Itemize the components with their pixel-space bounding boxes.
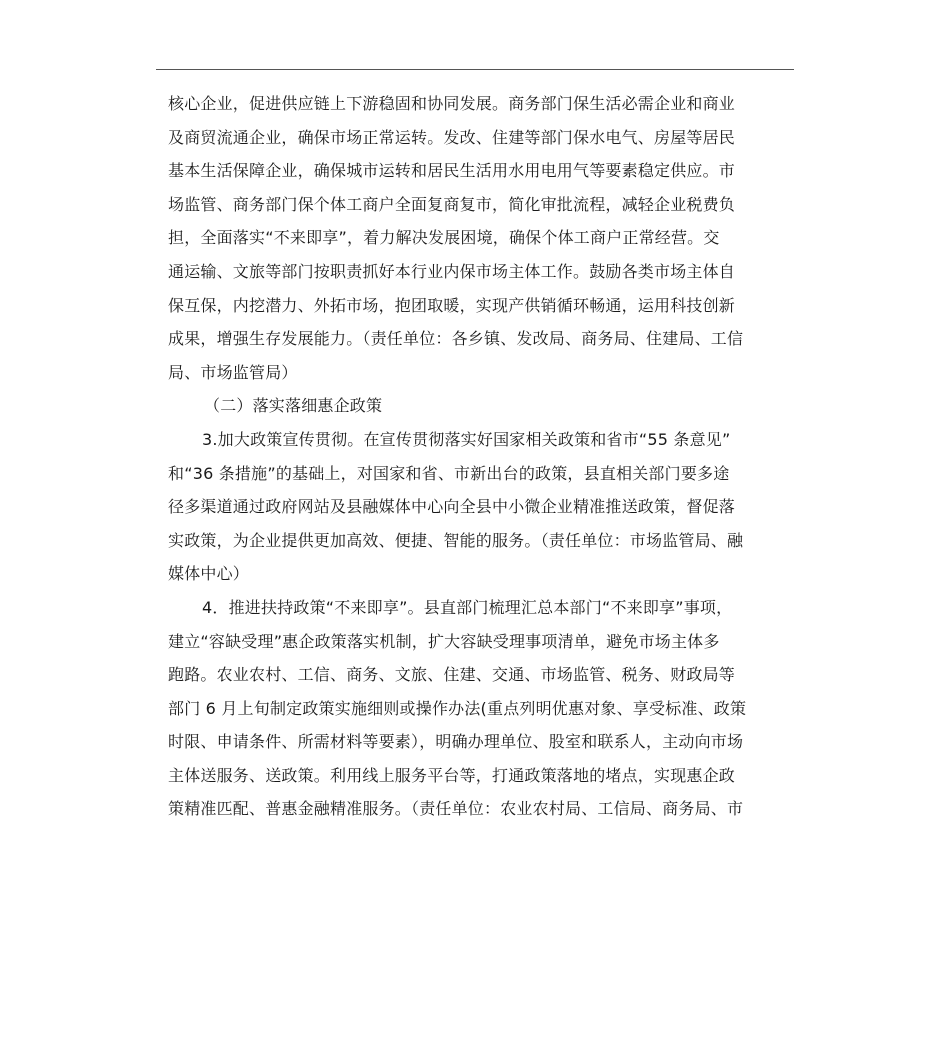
- text-line: 主体送服务、送政策。利用线上服务平台等，打通政策落地的堵点，实现惠企政: [168, 765, 736, 785]
- text-line: 实政策，为企业提供更加高效、便捷、智能的服务。（责任单位：市场监管局、融: [168, 530, 744, 550]
- text-line: 时限、申请条件、所需材料等要素），明确办理单位、股室和联系人，主动向市场: [168, 732, 744, 752]
- text-line: 保互保，内挖潜力、外拓市场，抱团取暖，实现产供销循环畅通，运用科技创新: [168, 295, 736, 315]
- text-line: 3.加大政策宣传贯彻。在宣传贯彻落实好国家相关政策和省市“55 条意见”: [202, 429, 731, 449]
- text-line: 部门 6 月上旬制定政策实施细则或操作办法(重点列明优惠对象、享受标准、政策: [168, 698, 747, 718]
- text-line: 4．推进扶持政策“不来即享”。县直部门梳理汇总本部门“不来即享”事项，: [202, 597, 733, 617]
- text-line: 核心企业，促进供应链上下游稳固和协同发展。商务部门保生活必需企业和商业: [168, 94, 736, 113]
- text-line: （二）落实落细惠企政策: [204, 396, 383, 416]
- text-line: 径多渠道通过政府网站及县融媒体中心向全县中小微企业精准推送政策，督促落: [168, 497, 736, 517]
- text-line: 担，全面落实“不来即享”，着力解决发展困境，确保个体工商户正常经营。交: [168, 228, 720, 248]
- text-line: 建立“容缺受理”惠企政策落实机制，扩大容缺受理事项清单，避免市场主体多: [168, 631, 720, 651]
- text-line: 媒体中心）: [168, 564, 250, 584]
- text-line: 及商贸流通企业，确保市场正常运转。发改、住建等部门保水电气、房屋等居民: [168, 127, 736, 147]
- text-line: 基本生活保障企业，确保城市运转和居民生活用水用电用气等要素稳定供应。市: [168, 161, 736, 181]
- text-line: 成果，增强生存发展能力。（责任单位：各乡镇、发改局、商务局、住建局、工信: [168, 329, 744, 349]
- text-line: 通运输、文旅等部门按职责抓好本行业内保市场主体工作。鼓励各类市场主体自: [168, 261, 736, 281]
- text-line: 和“36 条措施”的基础上，对国家和省、市新出台的政策，县直相关部门要多途: [168, 463, 730, 483]
- document-body: [168, 87, 794, 826]
- text-line: 场监管、商务部门保个体工商户全面复商复市，简化审批流程，减轻企业税费负: [168, 194, 736, 214]
- text-line: 局、市场监管局）: [168, 362, 298, 382]
- text-line: 策精准匹配、普惠金融精准服务。（责任单位：农业农村局、工信局、商务局、市: [168, 799, 744, 819]
- header-rule: [156, 69, 794, 70]
- text-line: 跑路。农业农村、工信、商务、文旅、住建、交通、市场监管、税务、财政局等: [168, 665, 736, 685]
